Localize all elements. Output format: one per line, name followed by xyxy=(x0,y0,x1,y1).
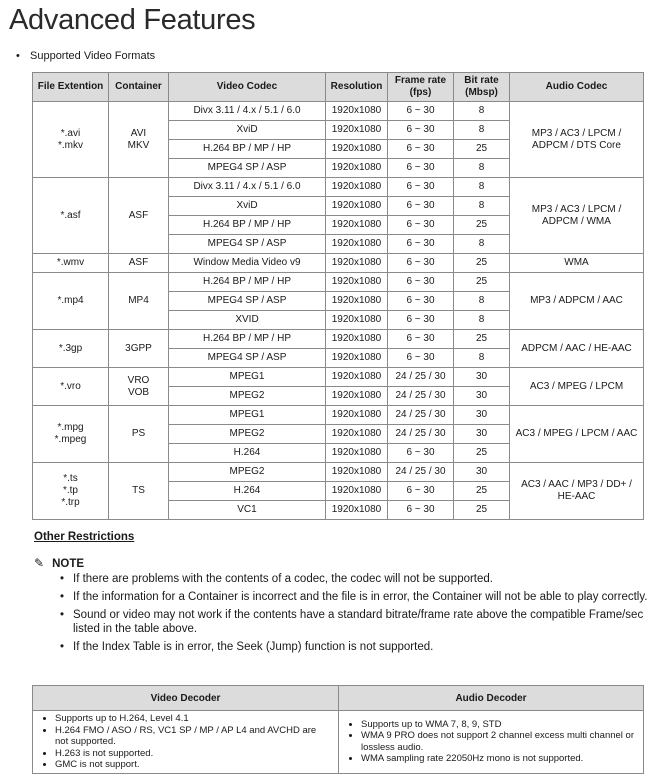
resolution-cell: 1920x1080 xyxy=(326,311,388,330)
header-file-extension: File Extention xyxy=(33,73,109,102)
video-codec-cell: MPEG2 xyxy=(169,463,326,482)
file-extension-cell: *.3gp xyxy=(33,330,109,368)
video-codec-cell: XviD xyxy=(169,121,326,140)
bit-rate-cell: 25 xyxy=(454,330,510,349)
note-heading xyxy=(34,556,84,570)
frame-rate-cell: 6 ~ 30 xyxy=(388,197,454,216)
frame-rate-cell: 6 ~ 30 xyxy=(388,178,454,197)
section-label xyxy=(16,50,155,62)
resolution-cell: 1920x1080 xyxy=(326,368,388,387)
resolution-cell: 1920x1080 xyxy=(326,292,388,311)
video-formats-table xyxy=(32,72,644,520)
video-codec-cell: Window Media Video v9 xyxy=(169,254,326,273)
video-codec-cell: MPEG1 xyxy=(169,406,326,425)
resolution-cell: 1920x1080 xyxy=(326,121,388,140)
resolution-cell: 1920x1080 xyxy=(326,197,388,216)
file-extension-cell: *.ts *.tp *.trp xyxy=(33,463,109,520)
resolution-cell: 1920x1080 xyxy=(326,273,388,292)
frame-rate-cell: 24 / 25 / 30 xyxy=(388,463,454,482)
bit-rate-cell: 30 xyxy=(454,406,510,425)
resolution-cell: 1920x1080 xyxy=(326,349,388,368)
table-row xyxy=(33,368,644,387)
video-codec-cell: MPEG1 xyxy=(169,368,326,387)
audio-decoder-cell xyxy=(339,711,644,774)
video-codec-cell: H.264 xyxy=(169,444,326,463)
bit-rate-cell: 8 xyxy=(454,121,510,140)
table-row xyxy=(33,273,644,292)
audio-decoder-header: Audio Decoder xyxy=(339,686,644,711)
resolution-cell: 1920x1080 xyxy=(326,178,388,197)
bit-rate-cell: 25 xyxy=(454,273,510,292)
bullet-icon: • xyxy=(16,50,20,62)
audio-decoder-item: • WMA sampling rate 22050Hz mono is not supported. xyxy=(361,753,637,765)
frame-rate-cell: 6 ~ 30 xyxy=(388,159,454,178)
audio-codec-cell: MP3 / ADPCM / AAC xyxy=(510,273,644,330)
frame-rate-cell: 6 ~ 30 xyxy=(388,121,454,140)
resolution-cell: 1920x1080 xyxy=(326,501,388,520)
video-decoder-item: • GMC is not support. xyxy=(55,759,332,771)
frame-rate-cell: 6 ~ 30 xyxy=(388,501,454,520)
bit-rate-cell: 25 xyxy=(454,216,510,235)
table-row xyxy=(33,254,644,273)
video-codec-cell: MPEG2 xyxy=(169,387,326,406)
header-container: Container xyxy=(109,73,169,102)
file-extension-cell: *.mp4 xyxy=(33,273,109,330)
container-cell: VRO VOB xyxy=(109,368,169,406)
table-row xyxy=(33,102,644,121)
video-codec-cell: H.264 BP / MP / HP xyxy=(169,273,326,292)
audio-codec-cell: MP3 / AC3 / LPCM / ADPCM / WMA xyxy=(510,178,644,254)
frame-rate-cell: 6 ~ 30 xyxy=(388,235,454,254)
bit-rate-cell: 8 xyxy=(454,197,510,216)
bit-rate-cell: 8 xyxy=(454,159,510,178)
audio-codec-cell: MP3 / AC3 / LPCM / ADPCM / DTS Core xyxy=(510,102,644,178)
notes-list xyxy=(60,572,648,658)
decoder-table xyxy=(32,685,644,774)
resolution-cell: 1920x1080 xyxy=(326,254,388,273)
video-decoder-item: • H.264 FMO / ASO / RS, VC1 SP / MP / AP L4 and AVCHD are not supported. xyxy=(55,725,332,748)
bit-rate-cell: 8 xyxy=(454,311,510,330)
video-decoder-item: • Supports up to H.264, Level 4.1 xyxy=(55,713,332,725)
container-cell: 3GPP xyxy=(109,330,169,368)
frame-rate-cell: 6 ~ 30 xyxy=(388,349,454,368)
container-cell: ASF xyxy=(109,178,169,254)
other-restrictions-heading: Other Restrictions xyxy=(34,531,135,543)
header-audio-codec: Audio Codec xyxy=(510,73,644,102)
video-codec-cell: XVID xyxy=(169,311,326,330)
file-extension-cell: *.vro xyxy=(33,368,109,406)
frame-rate-cell: 24 / 25 / 30 xyxy=(388,387,454,406)
section-label-text: Supported Video Formats xyxy=(30,50,156,62)
frame-rate-cell: 6 ~ 30 xyxy=(388,482,454,501)
video-decoder-header: Video Decoder xyxy=(33,686,339,711)
note-item: • If the Index Table is in error, the Seek (Jump) function is not supported. xyxy=(60,640,648,654)
resolution-cell: 1920x1080 xyxy=(326,463,388,482)
audio-decoder-item: • Supports up to WMA 7, 8, 9, STD xyxy=(361,719,637,731)
frame-rate-cell: 24 / 25 / 30 xyxy=(388,425,454,444)
frame-rate-cell: 6 ~ 30 xyxy=(388,444,454,463)
header-frame-rate: Frame rate (fps) xyxy=(388,73,454,102)
container-cell: TS xyxy=(109,463,169,520)
header-resolution: Resolution xyxy=(326,73,388,102)
table-row xyxy=(33,406,644,425)
video-codec-cell: XviD xyxy=(169,197,326,216)
note-label: NOTE xyxy=(52,558,85,570)
resolution-cell: 1920x1080 xyxy=(326,425,388,444)
note-item: • If the information for a Container is incorrect and the file is in error, the Container will not be able to play correctly. xyxy=(60,590,648,604)
video-decoder-item: • H.263 is not supported. xyxy=(55,748,332,760)
video-codec-cell: Divx 3.11 / 4.x / 5.1 / 6.0 xyxy=(169,102,326,121)
resolution-cell: 1920x1080 xyxy=(326,102,388,121)
container-cell: ASF xyxy=(109,254,169,273)
video-codec-cell: MPEG2 xyxy=(169,425,326,444)
resolution-cell: 1920x1080 xyxy=(326,235,388,254)
table-row xyxy=(33,178,644,197)
container-cell: PS xyxy=(109,406,169,463)
resolution-cell: 1920x1080 xyxy=(326,387,388,406)
frame-rate-cell: 6 ~ 30 xyxy=(388,273,454,292)
bit-rate-cell: 25 xyxy=(454,254,510,273)
video-codec-cell: MPEG4 SP / ASP xyxy=(169,349,326,368)
bit-rate-cell: 30 xyxy=(454,387,510,406)
bit-rate-cell: 25 xyxy=(454,140,510,159)
table-row xyxy=(33,330,644,349)
file-extension-cell: *.asf xyxy=(33,178,109,254)
page-title: Advanced Features xyxy=(9,4,256,36)
frame-rate-cell: 6 ~ 30 xyxy=(388,292,454,311)
bit-rate-cell: 8 xyxy=(454,235,510,254)
resolution-cell: 1920x1080 xyxy=(326,406,388,425)
resolution-cell: 1920x1080 xyxy=(326,216,388,235)
bit-rate-cell: 8 xyxy=(454,102,510,121)
bit-rate-cell: 8 xyxy=(454,178,510,197)
note-item: • Sound or video may not work if the contents have a standard bitrate/frame rate above the compatible Frame/sec listed in the table above. xyxy=(60,608,648,636)
file-extension-cell: *.wmv xyxy=(33,254,109,273)
container-cell: MP4 xyxy=(109,273,169,330)
file-extension-cell: *.mpg *.mpeg xyxy=(33,406,109,463)
video-codec-cell: MPEG4 SP / ASP xyxy=(169,235,326,254)
audio-codec-cell: AC3 / MPEG / LPCM xyxy=(510,368,644,406)
bit-rate-cell: 30 xyxy=(454,463,510,482)
bit-rate-cell: 8 xyxy=(454,292,510,311)
video-codec-cell: VC1 xyxy=(169,501,326,520)
table-header-row xyxy=(33,73,644,102)
video-codec-cell: MPEG4 SP / ASP xyxy=(169,159,326,178)
table-row xyxy=(33,463,644,482)
frame-rate-cell: 6 ~ 30 xyxy=(388,216,454,235)
bit-rate-cell: 8 xyxy=(454,349,510,368)
audio-decoder-item: • WMA 9 PRO does not support 2 channel excess multi channel or lossless audio. xyxy=(361,730,637,753)
video-codec-cell: MPEG4 SP / ASP xyxy=(169,292,326,311)
resolution-cell: 1920x1080 xyxy=(326,159,388,178)
pencil-icon: ✎ xyxy=(34,556,45,570)
bit-rate-cell: 30 xyxy=(454,425,510,444)
container-cell: AVI MKV xyxy=(109,102,169,178)
resolution-cell: 1920x1080 xyxy=(326,140,388,159)
bit-rate-cell: 30 xyxy=(454,368,510,387)
header-video-codec: Video Codec xyxy=(169,73,326,102)
resolution-cell: 1920x1080 xyxy=(326,444,388,463)
bit-rate-cell: 25 xyxy=(454,482,510,501)
note-item: • If there are problems with the contents of a codec, the codec will not be supported. xyxy=(60,572,648,586)
frame-rate-cell: 6 ~ 30 xyxy=(388,254,454,273)
video-codec-cell: Divx 3.11 / 4.x / 5.1 / 6.0 xyxy=(169,178,326,197)
video-codec-cell: H.264 BP / MP / HP xyxy=(169,216,326,235)
frame-rate-cell: 6 ~ 30 xyxy=(388,311,454,330)
file-extension-cell: *.avi *.mkv xyxy=(33,102,109,178)
video-codec-cell: H.264 xyxy=(169,482,326,501)
audio-codec-cell: ADPCM / AAC / HE-AAC xyxy=(510,330,644,368)
resolution-cell: 1920x1080 xyxy=(326,330,388,349)
bit-rate-cell: 25 xyxy=(454,501,510,520)
frame-rate-cell: 6 ~ 30 xyxy=(388,140,454,159)
resolution-cell: 1920x1080 xyxy=(326,482,388,501)
video-codec-cell: H.264 BP / MP / HP xyxy=(169,140,326,159)
audio-codec-cell: AC3 / MPEG / LPCM / AAC xyxy=(510,406,644,463)
frame-rate-cell: 24 / 25 / 30 xyxy=(388,406,454,425)
video-codec-cell: H.264 BP / MP / HP xyxy=(169,330,326,349)
audio-codec-cell: WMA xyxy=(510,254,644,273)
frame-rate-cell: 6 ~ 30 xyxy=(388,102,454,121)
video-decoder-cell xyxy=(33,711,339,774)
frame-rate-cell: 24 / 25 / 30 xyxy=(388,368,454,387)
frame-rate-cell: 6 ~ 30 xyxy=(388,330,454,349)
audio-codec-cell: AC3 / AAC / MP3 / DD+ / HE-AAC xyxy=(510,463,644,520)
bit-rate-cell: 25 xyxy=(454,444,510,463)
header-bit-rate: Bit rate (Mbsp) xyxy=(454,73,510,102)
